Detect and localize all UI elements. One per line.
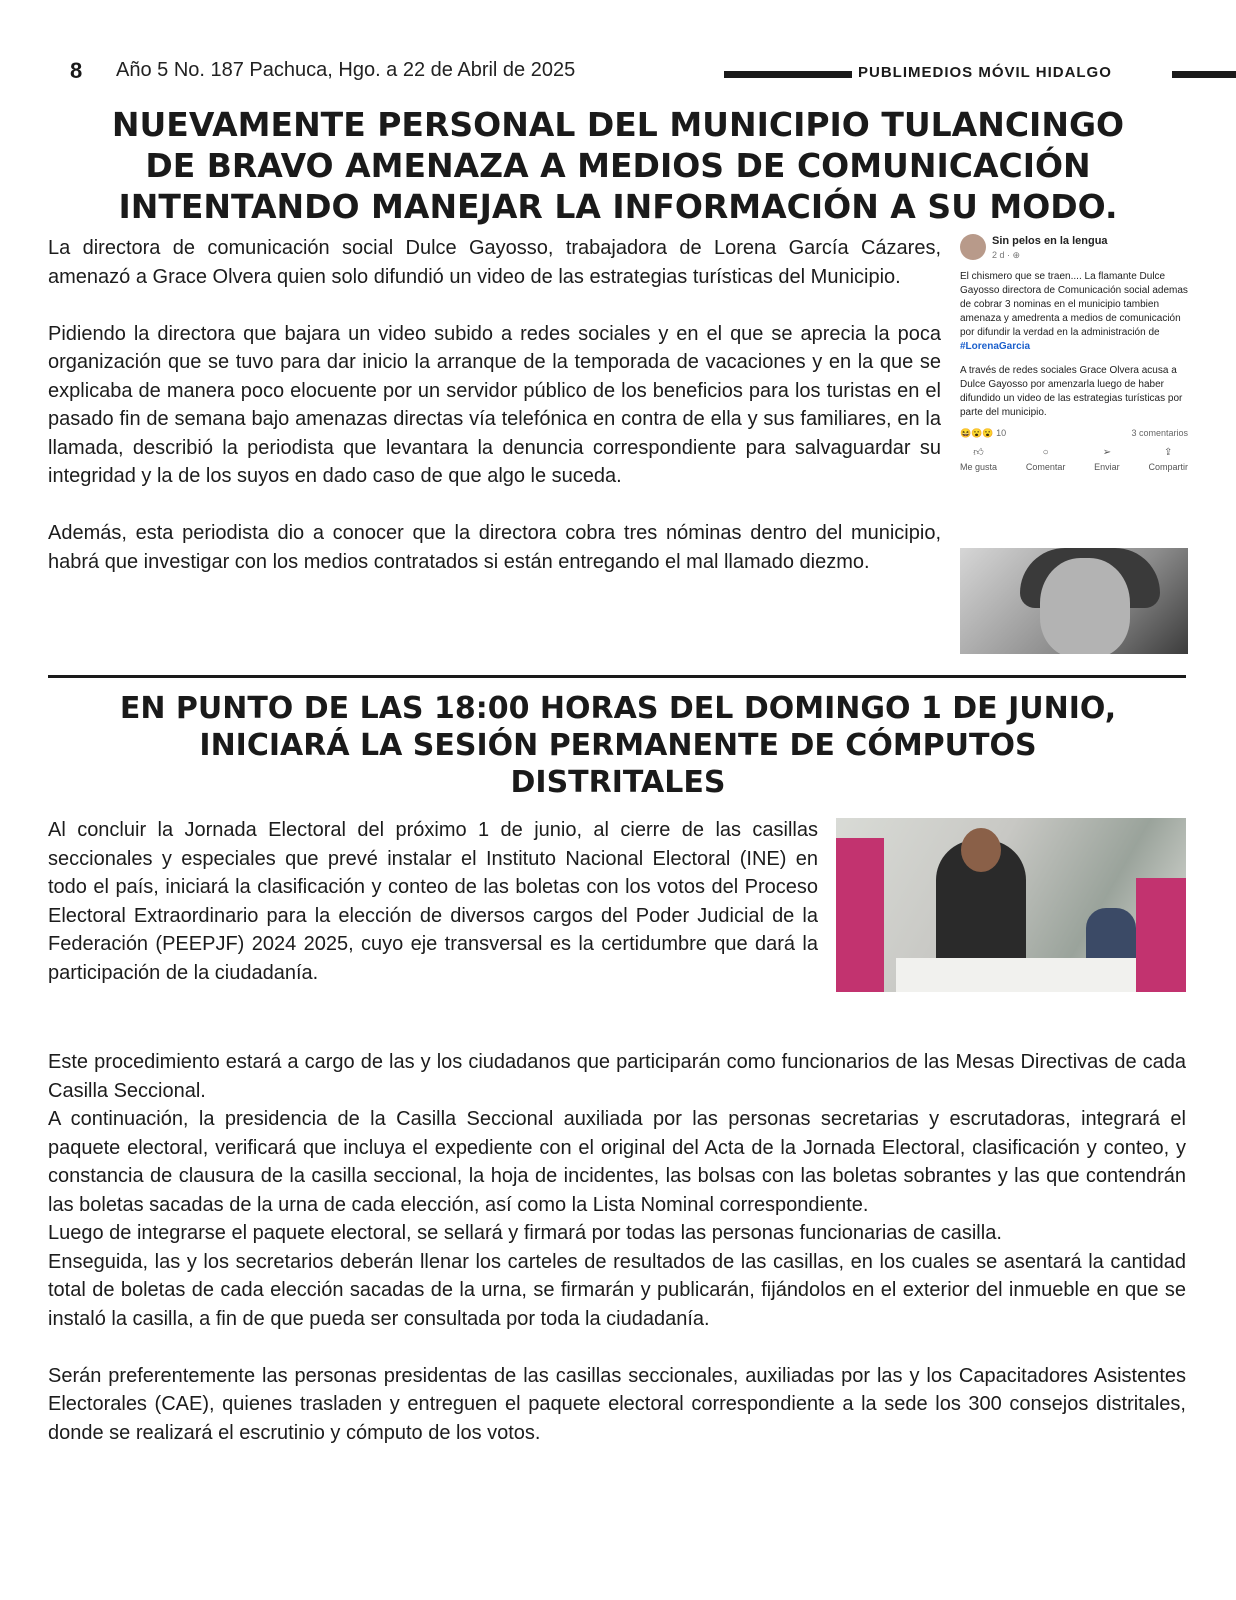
avatar: [960, 234, 986, 260]
post-text-body: El chismero que se traen.... La flamante Dulce Gayosso directora de Comunicación social ademas de cobrar 3 nominas en el municipio tambien amenaza y amedrenta a medios de comunicación por difundir la verdad en la administración de: [960, 271, 1188, 338]
headline-line: INICIARÁ LA SESIÓN PERMANENTE DE CÓMPUTOS: [199, 728, 1037, 763]
headline-line: NUEVAMENTE PERSONAL DEL MUNICIPIO TULANCINGO: [111, 105, 1125, 144]
article1-paragraph: Pidiendo la directora que bajara un video subido a redes sociales y en el que se aprecia la poca organización que se tuvo para dar inicio la arranque de la temporada de vacaciones y en la que se explicaba de manera poco elocuente por un servidor público de los beneficios para los turistas en el pasado fin de semana bajo amenazas directas vía telefónica en contra de ella y sus familiares, en la llamada, describió la periodista que levantara la denuncia correspondiente para salvaguardar su integridad y la de los suyos en dado caso de que algo le suceda.: [48, 322, 941, 487]
article1-paragraph: Además, esta periodista dio a conocer que la directora cobra tres nóminas dentro del municipio, habrá que investigar con los medios contratados si están entregando el mal llamado diezmo.: [48, 522, 941, 573]
article2-paragraph: A continuación, la presidencia de la Casilla Seccional auxiliada por las personas secretarias y escrutadoras, integrará el paquete electoral, verificará que incluya el expediente con el original del Acta de la Jornada Electoral, clasificación y conteo, y constancia de clausura de la casilla seccional, la hoja de incidentes, las bolsas con las boletas sobrantes y las que contendrán las boletas sacadas de la urna de cada elección, así como la Lista Nominal correspondiente.: [48, 1108, 1186, 1216]
article2-paragraph: Enseguida, las y los secretarios deberán llenar los carteles de resultados de las casillas, en los cuales se asentará la cantidad total de boletas de cada elección sacadas de la urna, se firmarán y publicarán, fijándolos en el exterior del inmueble en que se instaló la casilla, a fin de que pueda ser consultada por toda la ciudadanía.: [48, 1250, 1186, 1330]
article2-intro: [48, 816, 818, 987]
article1-body: [48, 234, 941, 576]
post-photo: [960, 548, 1188, 654]
share-icon: ⇪: [1164, 447, 1173, 458]
thumb-up-icon: 👍︎: [973, 447, 984, 458]
post-time: 2 d · ⊕: [992, 250, 1021, 260]
reactions-icon: 😆😮😮: [960, 428, 997, 438]
post-hashtag: #LorenaGarcia: [960, 341, 1031, 352]
social-post-screenshot: [960, 234, 1188, 654]
post-header: [960, 234, 1188, 262]
send-action: ➢ Enviar: [1094, 447, 1120, 472]
reaction-count: 10: [996, 428, 1007, 438]
post-actions: [960, 446, 1188, 474]
headline-line: INTENTANDO MANEJAR LA INFORMACIÓN A SU MODO.: [118, 187, 1118, 226]
headline-line: EN PUNTO DE LAS 18:00 HORAS DEL DOMINGO 1 DE JUNIO,: [119, 691, 1117, 726]
headline-line: DE BRAVO AMENAZA A MEDIOS DE COMUNICACIÓN: [145, 146, 1091, 185]
comment-action: ○ Comentar: [1025, 447, 1066, 472]
comment-icon: ○: [1042, 447, 1049, 458]
post-text-2: A través de redes sociales Grace Olvera acusa a Dulce Gayosso por amenzarla luego de haber difundido un video de las estrategias turísticas por parte del municipio.: [960, 365, 1183, 418]
article2-paragraph: Serán preferentemente las personas presidentas de las casillas seccionales, auxiliadas por las y los Capacitadores Asistentes Electorales (CAE), quienes trasladen y entreguen el paquete electoral correspondiente a la sede los 300 consejos distritales, donde se realizará el escrutinio y cómputo de los votos.: [48, 1364, 1186, 1444]
article1-paragraph: La directora de comunicación social Dulce Gayosso, trabajadora de Lorena García Cázares, amenazó a Grace Olvera quien solo difundió un video de las estrategias turísticas del Municipio.: [48, 237, 941, 288]
page-number: 8: [70, 58, 83, 83]
like-action: 👍︎ Me gusta: [960, 447, 998, 472]
post-stats: [960, 426, 1188, 440]
post-page-name: Sin pelos en la lengua: [992, 235, 1108, 247]
article2-paragraph: Este procedimiento estará a cargo de las y los ciudadanos que participarán como funcionarios de las Mesas Directivas de cada Casilla Seccional.: [48, 1051, 1186, 1102]
issue-info: Año 5 No. 187 Pachuca, Hgo. a 22 de Abril de 2025: [116, 59, 576, 81]
article2-headline: [48, 690, 1188, 801]
article2-body: [48, 1048, 1186, 1447]
article2-paragraph: Al concluir la Jornada Electoral del próximo 1 de junio, al cierre de las casillas seccionales y especiales que prevé instalar el Instituto Nacional Electoral (INE) en todo el país, iniciará la clasificación y conteo de las boletas con los votos del Proceso Electoral Extraordinario para la elección de diversos cargos del Poder Judicial de la Federación (PEEPJF) 2024 2025, cuyo eje transversal es la certidumbre que dará la participación de la ciudadanía.: [48, 819, 818, 984]
header-rule-left: [724, 71, 852, 78]
comment-count: 3 comentarios: [1131, 428, 1188, 438]
send-icon: ➢: [1102, 447, 1112, 458]
election-photo: [836, 818, 1186, 992]
headline-line: DISTRITALES: [510, 765, 726, 800]
section-divider: [48, 675, 1186, 678]
article1-headline: [48, 104, 1188, 227]
share-action: ⇪ Compartir: [1148, 447, 1188, 472]
brand-logo: PUBLIMEDIOS MÓVIL HIDALGO: [858, 64, 1112, 81]
header-rule-right: [1172, 71, 1236, 78]
page-header: [70, 58, 1236, 88]
post-text: [960, 270, 1188, 354]
article2-paragraph: Luego de integrarse el paquete electoral, se sellará y firmará por todas las personas funcionarias de casilla.: [48, 1222, 1002, 1244]
